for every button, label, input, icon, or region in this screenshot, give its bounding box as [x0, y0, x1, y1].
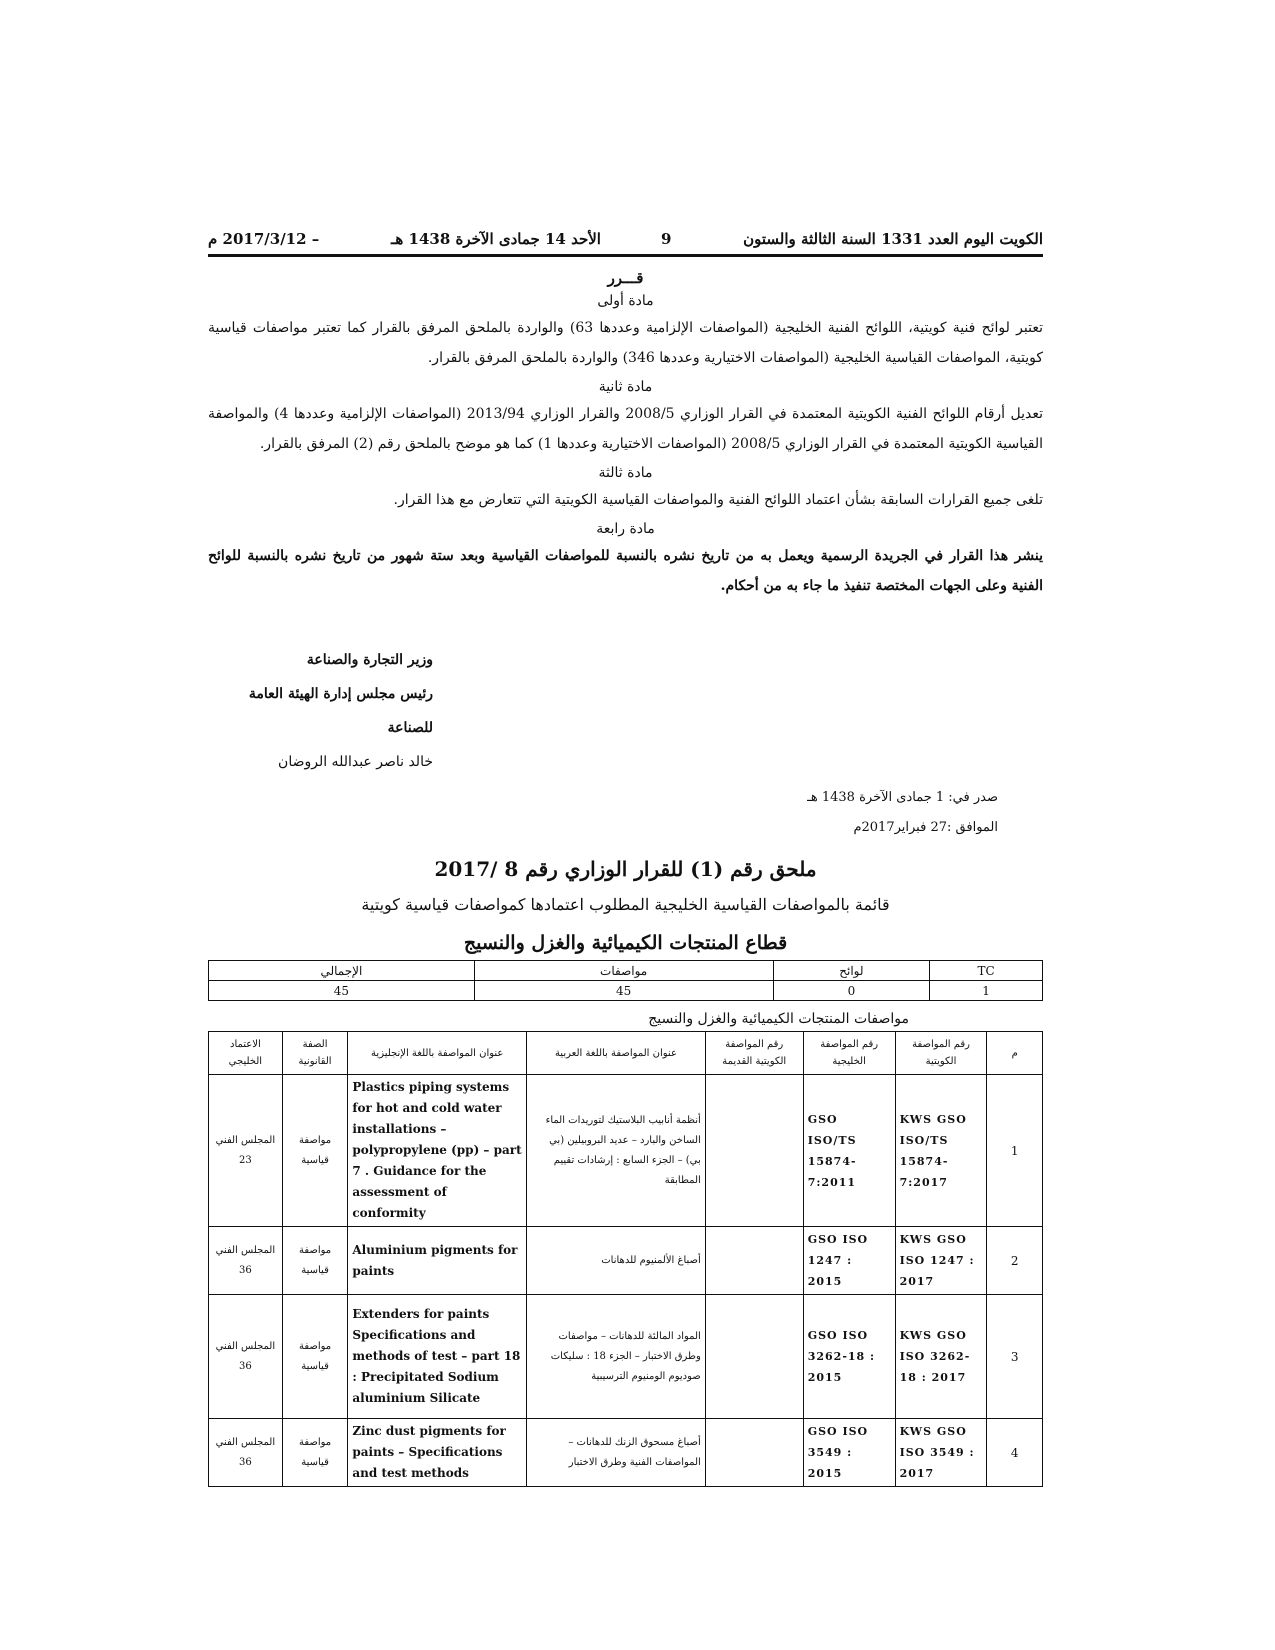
- header-day: الأحد 14 جمادى الآخرة 1438 هـ: [390, 230, 601, 248]
- col-header-en: عنوان المواصفة باللغة الإنجليزية: [348, 1032, 527, 1075]
- minister-name: خالد ناصر عبدالله الروضان: [278, 754, 433, 770]
- page-number: 9: [660, 230, 672, 248]
- summary-table: [208, 960, 1043, 1001]
- cell-approval: المجلس الفني 36: [209, 1419, 283, 1487]
- cell-en: Aluminium pigments for paints: [348, 1227, 527, 1295]
- table-row: [209, 1227, 1043, 1295]
- header-middle: [391, 230, 671, 248]
- cell-approval: المجلس الفني 36: [209, 1295, 283, 1419]
- table-header-row: [209, 1032, 1043, 1075]
- cell-approval: المجلس الفني 23: [209, 1075, 283, 1227]
- table-row: [209, 1419, 1043, 1487]
- cell-ar: المواد المالئة للدهانات – مواصفات وطرق الاختبار – الجزء 18 : سليكات صوديوم الومنيوم الترسيبية: [527, 1295, 706, 1419]
- gazette-page: [208, 230, 1043, 1487]
- col-header-old: رقم المواصفة الكويتية القديمة: [705, 1032, 803, 1075]
- cell-kws: KWS GSO ISO 1247 : 2017: [895, 1227, 987, 1295]
- article-3: [208, 465, 1043, 515]
- gazette-issue: الكويت اليوم العدد 1331 السنة الثالثة والستون: [743, 230, 1043, 248]
- summary-header: الإجمالي: [209, 961, 475, 981]
- cell-status: مواصفة قياسية: [282, 1419, 348, 1487]
- article-text: تلغى جميع القرارات السابقة بشأن اعتماد اللوائح الفنية والمواصفات القياسية الكويتية التي تتعارض مع هذا القرار.: [393, 492, 1043, 508]
- summary-value-row: [209, 981, 1043, 1001]
- article-text: ينشر هذا القرار في الجريدة الرسمية ويعمل به من تاريخ نشره بالنسبة للمواصفات القياسية وبعد ستة شهور من تاريخ نشره بالنسبة للوائح الفنية وعلى الجهات المختصة تنفيذ ما جاء به من أحكام.: [208, 548, 1043, 594]
- cell-ar: أصباغ مسحوق الزنك للدهانات – المواصفات الفنية وطرق الاختبار: [527, 1419, 706, 1487]
- summary-header: TC: [930, 961, 1043, 981]
- annex-subtitle: قائمة بالمواصفات القياسية الخليجية المطلوب اعتمادها كمواصفات قياسية كويتية: [361, 895, 890, 914]
- decree-title: قـــرر: [607, 269, 644, 287]
- cell-status: مواصفة قياسية: [282, 1227, 348, 1295]
- cell-status: مواصفة قياسية: [282, 1075, 348, 1227]
- article-heading: مادة ثالثة: [598, 465, 653, 481]
- issued-hijri: صدر في: 1 جمادى الآخرة 1438 هـ: [807, 790, 998, 805]
- annex-title: ملحق رقم (1) للقرار الوزاري رقم 8 /2017: [434, 857, 817, 881]
- cell-ar: أصباغ الألمنيوم للدهانات: [527, 1227, 706, 1295]
- col-header-gso: رقم المواصفة الخليجية: [803, 1032, 895, 1075]
- col-header-status: الصفة القانونية: [282, 1032, 348, 1075]
- cell-num: 3: [987, 1295, 1043, 1419]
- cell-kws: KWS GSO ISO 3262-18 : 2017: [895, 1295, 987, 1419]
- issued-gregorian: الموافق :27 فبراير2017م: [853, 820, 998, 835]
- cell-approval: المجلس الفني 36: [209, 1227, 283, 1295]
- summary-value: 45: [474, 981, 773, 1001]
- cell-en: Plastics piping systems for hot and cold water installations – polypropylene (pp) – part 7 . Guidance for the assessment of conformity: [348, 1075, 527, 1227]
- cell-kws: KWS GSO ISO 3549 : 2017: [895, 1419, 987, 1487]
- cell-num: 1: [987, 1075, 1043, 1227]
- cell-gso: GSO ISO 3262-18 : 2015: [803, 1295, 895, 1419]
- section-label: مواصفات المنتجات الكيميائية والغزل والنسيج: [648, 1011, 909, 1027]
- col-header-approval: الاعتماد الخليجي: [209, 1032, 283, 1075]
- table-row: [209, 1075, 1043, 1227]
- cell-old: [705, 1227, 803, 1295]
- summary-header: لوائح: [773, 961, 930, 981]
- page-header: [208, 230, 1043, 257]
- col-header-num: م: [987, 1032, 1043, 1075]
- sector-title: قطاع المنتجات الكيميائية والغزل والنسيج: [463, 932, 788, 954]
- cell-gso: GSO ISO 3549 : 2015: [803, 1419, 895, 1487]
- cell-old: [705, 1295, 803, 1419]
- signature-block: [208, 643, 1043, 779]
- cell-status: مواصفة قياسية: [282, 1295, 348, 1419]
- issued-date: [208, 783, 1043, 843]
- article-2: [208, 379, 1043, 459]
- cell-gso: GSO ISO 1247 : 2015: [803, 1227, 895, 1295]
- cell-en: Extenders for paints Specifications and methods of test – part 18 : Precipitated Sodium aluminium Silicate: [348, 1295, 527, 1419]
- summary-value: 1: [930, 981, 1043, 1001]
- header-date: – 2017/3/12 م: [208, 230, 320, 248]
- article-heading: مادة ثانية: [598, 379, 653, 395]
- authority-title: رئيس مجلس إدارة الهيئة العامة للصناعة: [248, 686, 433, 736]
- cell-old: [705, 1075, 803, 1227]
- minister-title: وزير التجارة والصناعة: [306, 652, 433, 668]
- cell-ar: أنظمة أنابيب البلاستيك لتوريدات الماء الساخن والبارد – عديد البروبيلين (بي بي) – الجزء السابع : إرشادات تقييم المطابقة: [527, 1075, 706, 1227]
- article-text: تعديل أرقام اللوائح الفنية الكويتية المعتمدة في القرار الوزاري 2008/5 والقرار الوزاري 2013/94 (المواصفات الإلزامية وعددها 4) والمواصفة القياسية الكويتية المعتمدة في القرار الوزاري 2008/5 (المواصفات الاختيارية وعددها 1) كما هو موضح بالملحق رقم (2) المرفق بالقرار.: [208, 406, 1043, 452]
- summary-header-row: [209, 961, 1043, 981]
- summary-value: 45: [209, 981, 475, 1001]
- cell-num: 2: [987, 1227, 1043, 1295]
- summary-header: مواصفات: [474, 961, 773, 981]
- article-1: [208, 293, 1043, 373]
- article-text: تعتبر لوائح فنية كويتية، اللوائح الفنية الخليجية (المواصفات الإلزامية وعددها 63) والواردة بالملحق المرفق بالقرار كما تعتبر مواصفات قياسية كويتية، المواصفات القياسية الخليجية (المواصفات الاختيارية وعددها 346) والواردة بالملحق المرفق بالقرار.: [208, 320, 1043, 366]
- standards-table: [208, 1031, 1043, 1487]
- table-row: [209, 1295, 1043, 1419]
- cell-en: Zinc dust pigments for paints – Specifications and test methods: [348, 1419, 527, 1487]
- summary-value: 0: [773, 981, 930, 1001]
- cell-gso: GSO ISO/TS 15874-7:2011: [803, 1075, 895, 1227]
- col-header-kws: رقم المواصفة الكويتية: [895, 1032, 987, 1075]
- col-header-ar: عنوان المواصفة باللغة العربية: [527, 1032, 706, 1075]
- article-heading: مادة أولى: [597, 293, 654, 309]
- cell-kws: KWS GSO ISO/TS 15874-7:2017: [895, 1075, 987, 1227]
- cell-old: [705, 1419, 803, 1487]
- cell-num: 4: [987, 1419, 1043, 1487]
- article-heading: مادة رابعة: [596, 521, 655, 537]
- article-4: [208, 521, 1043, 601]
